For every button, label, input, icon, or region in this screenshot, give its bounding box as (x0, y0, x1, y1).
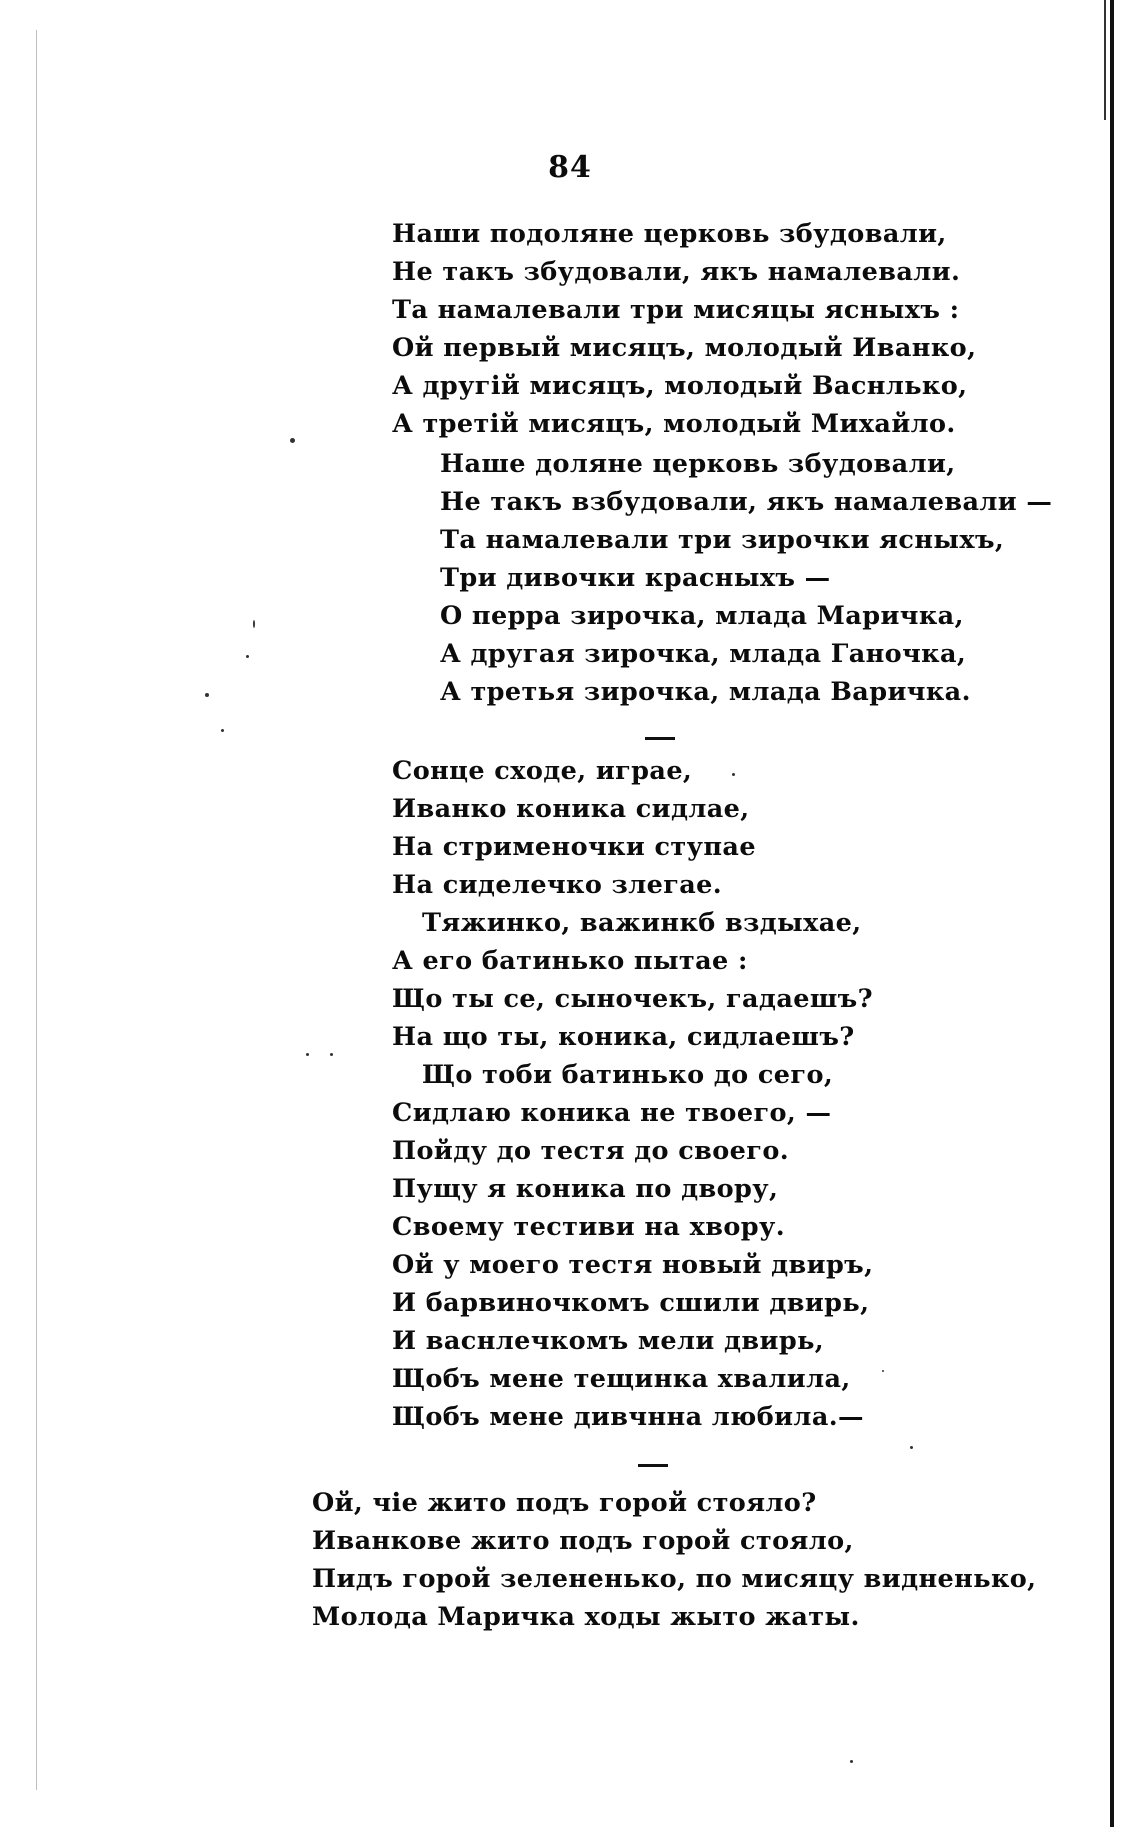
verse-line: Иванко коника сидлае, (392, 794, 750, 824)
verse-line: Ой у моего тестя новый двиръ, (392, 1250, 874, 1280)
verse-line: На стрименочки ступае (392, 832, 756, 862)
verse-line: Щобъ мене дивчнна любила.— (392, 1402, 864, 1432)
verse-line: Щобъ мене тещинка хвалила, (392, 1364, 851, 1394)
scan-speck (290, 438, 295, 443)
verse-line: Наши подоляне церковь збудовали, (392, 219, 947, 249)
verse-line: О перра зирочка, млада Маричка, (440, 601, 964, 631)
verse-line: Пущу я коника по двору, (392, 1174, 779, 1204)
verse-line: Сонце сходе, играе, (392, 756, 693, 786)
verse-line: Ой, чіе жито подъ горой стояло? (312, 1488, 817, 1518)
verse-line: А другій мисяцъ, молодый Васнлько, (392, 371, 968, 401)
verse-line: Не такъ взбудовали, якъ намалевали — (440, 487, 1053, 517)
verse-line: Иванкове жито подъ горой стояло, (312, 1526, 854, 1556)
scan-speck (882, 1370, 884, 1372)
scan-speck (221, 729, 224, 732)
verse-line: А третій мисяцъ, молодый Михайло. (392, 409, 956, 439)
scan-speck (306, 1053, 309, 1056)
verse-line: Молода Маричка ходы жыто жаты. (312, 1602, 860, 1632)
verse-line: Пойду до тестя до своего. (392, 1136, 790, 1166)
scan-speck (850, 1760, 853, 1763)
page-number: 84 (548, 150, 592, 185)
verse-line: Сидлаю коника не твоего, — (392, 1098, 832, 1128)
scan-speck (732, 773, 735, 776)
verse-line: На сиделечко злегае. (392, 870, 723, 900)
verse-line: Що ты се, сыночекъ, гадаешъ? (392, 984, 873, 1014)
verse-line: Три дивочки красныхъ — (440, 563, 831, 593)
verse-line: И барвиночкомъ сшили двирь, (392, 1288, 870, 1318)
verse-line: А другая зирочка, млада Ганочка, (440, 639, 967, 669)
verse-line: Та намалевали три мисяцы ясныхъ : (392, 295, 960, 325)
scan-speck (253, 620, 255, 628)
verse-line: Не такъ збудовали, якъ намалевали. (392, 257, 961, 287)
verse-line: И васнлечкомъ мели двирь, (392, 1326, 825, 1356)
verse-line: Наше доляне церковь збудовали, (440, 449, 956, 479)
verse-line: На що ты, коника, сидлаешъ? (392, 1022, 855, 1052)
verse-line: Тяжинко, важинкб вздыхае, (422, 908, 862, 938)
scan-speck (205, 693, 209, 697)
verse-line: Що тоби батинько до сего, (422, 1060, 834, 1090)
section-divider (638, 1464, 668, 1467)
verse-line: А его батинько пытае : (392, 946, 748, 976)
verse-line: Та намалевали три зирочки ясныхъ, (440, 525, 1005, 555)
scan-speck (910, 1446, 913, 1449)
verse-line: Своему тестиви на хвору. (392, 1212, 785, 1242)
page-left-edge (36, 30, 37, 1790)
page-right-edge (1110, 0, 1114, 1827)
verse-line: Ой первый мисяцъ, молодый Иванко, (392, 333, 977, 363)
verse-line: Пидъ горой зелененько, по мисяцу видненько, (312, 1564, 1037, 1594)
scan-speck (246, 655, 249, 658)
page-right-edge-shadow (1104, 0, 1106, 120)
verse-line: А третья зирочка, млада Варичка. (440, 677, 971, 707)
scan-speck (330, 1053, 333, 1056)
section-divider (645, 737, 675, 740)
